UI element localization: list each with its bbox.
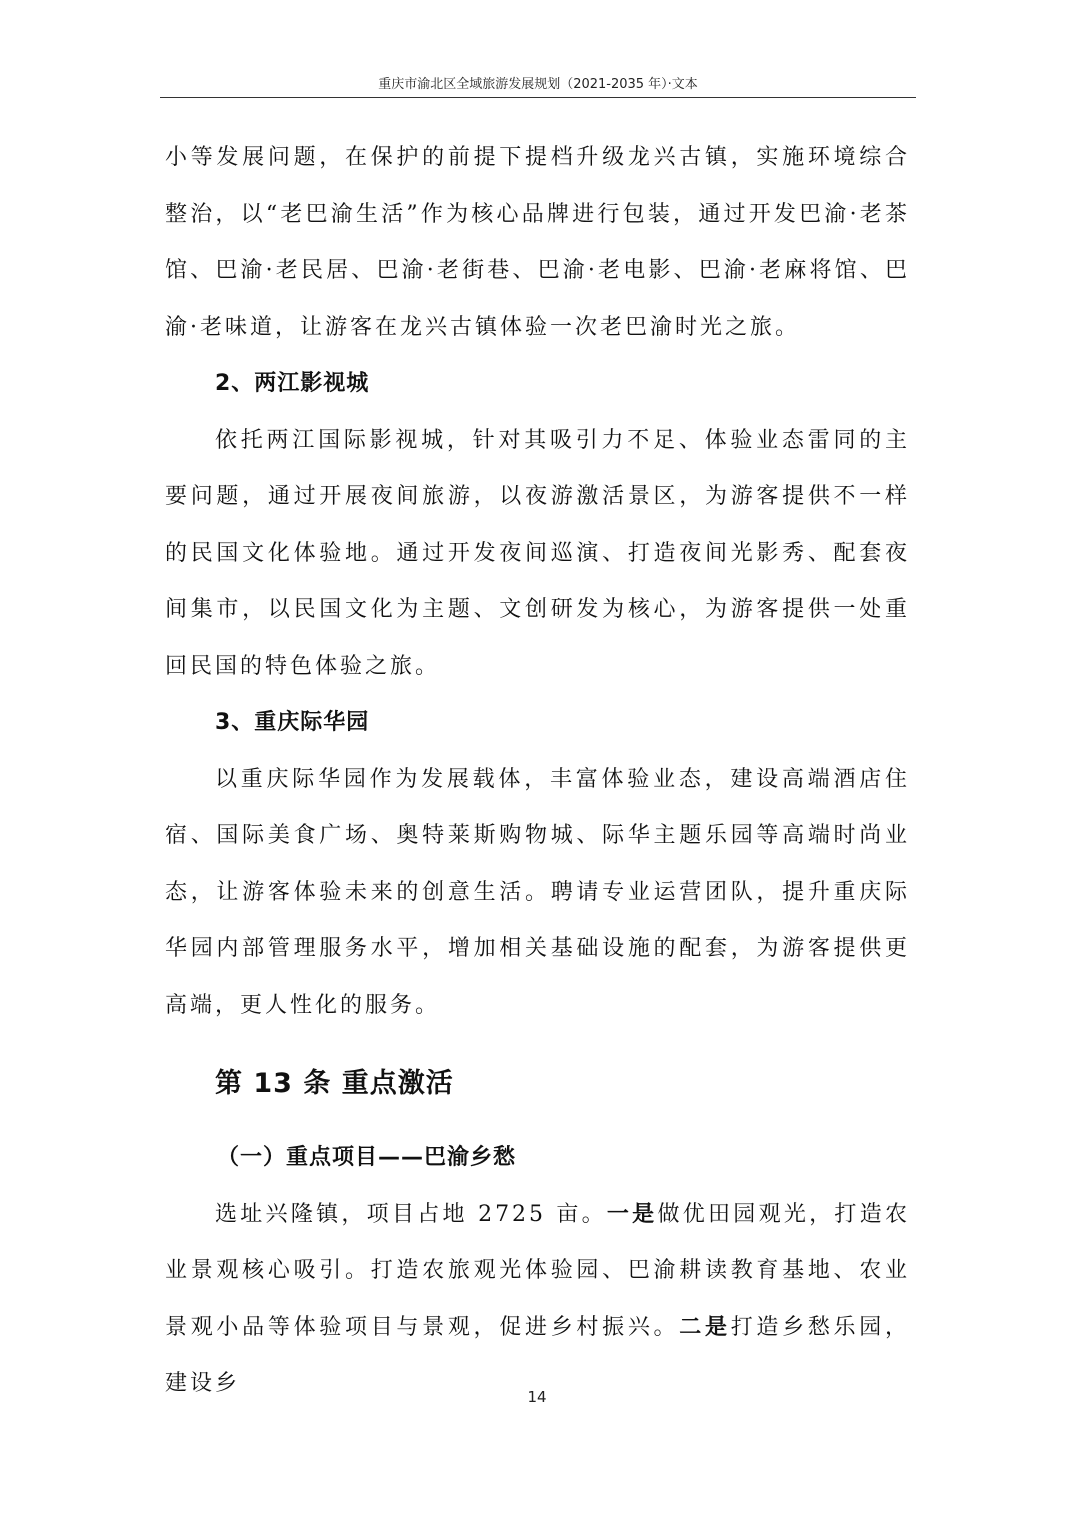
paragraph-text: 做优田园观光，打造农业景观核心吸引。打造农旅观光体验园、巴渝耕读教育基地、农业景观小品等体验项目与景观，促进乡村振兴。 <box>165 1201 910 1340</box>
keyword-second: 二是 <box>679 1314 731 1340</box>
spacer <box>165 1104 910 1130</box>
paragraph-liangjiang: 依托两江国际影视城，针对其吸引力不足、体验业态雷同的主要问题，通过开展夜间旅游，以夜游激活景区，为游客提供不一样的民国文化体验地。通过开发夜间巡演、打造夜间光影秀、配套夜间集市，以民国文化为主题、文创研发为核心，为游客提供一处重回民国的特色体验之旅。 <box>165 427 910 679</box>
page-body <box>165 130 910 1413</box>
header-divider <box>160 97 916 98</box>
page-number: 14 <box>527 1388 547 1406</box>
spacer <box>165 1034 910 1064</box>
running-header: 重庆市渝北区全域旅游发展规划（2021-2035 年）·文本 <box>378 77 698 92</box>
keyword-first: 一是 <box>606 1201 658 1227</box>
heading-jihua-park: 3、重庆际华园 <box>215 710 370 735</box>
paragraph-text: 选址兴隆镇，项目占地 2725 亩。 <box>215 1201 607 1227</box>
paragraph-text: 打造乡愁乐园，建设乡 <box>165 1314 910 1396</box>
paragraph-bayu-nostalgia <box>165 1187 910 1413</box>
paragraph-jihua: 以重庆际华园作为发展载体，丰富体验业态，建设高端酒店住宿、国际美食广场、奥特莱斯购物城、际华主题乐园等高端时尚业态，让游客体验未来的创意生活。聘请专业运营团队，提升重庆际华园内部管理服务水平，增加相关基础设施的配套，为游客提供更高端，更人性化的服务。 <box>165 766 910 1018</box>
paragraph-longxing: 小等发展问题，在保护的前提下提档升级龙兴古镇，实施环境综合整治，以“老巴渝生活”作为核心品牌进行包装，通过开发巴渝·老茶馆、巴渝·老民居、巴渝·老街巷、巴渝·老电影、巴渝·老麻将馆、巴渝·老味道，让游客在龙兴古镇体验一次老巴渝时光之旅。 <box>165 145 910 340</box>
heading-liangjiang-film-city: 2、两江影视城 <box>215 371 370 396</box>
section-title: （一）重点项目——巴渝乡愁 <box>217 1145 517 1170</box>
article-title: 第 13 条 重点激活 <box>215 1068 454 1099</box>
